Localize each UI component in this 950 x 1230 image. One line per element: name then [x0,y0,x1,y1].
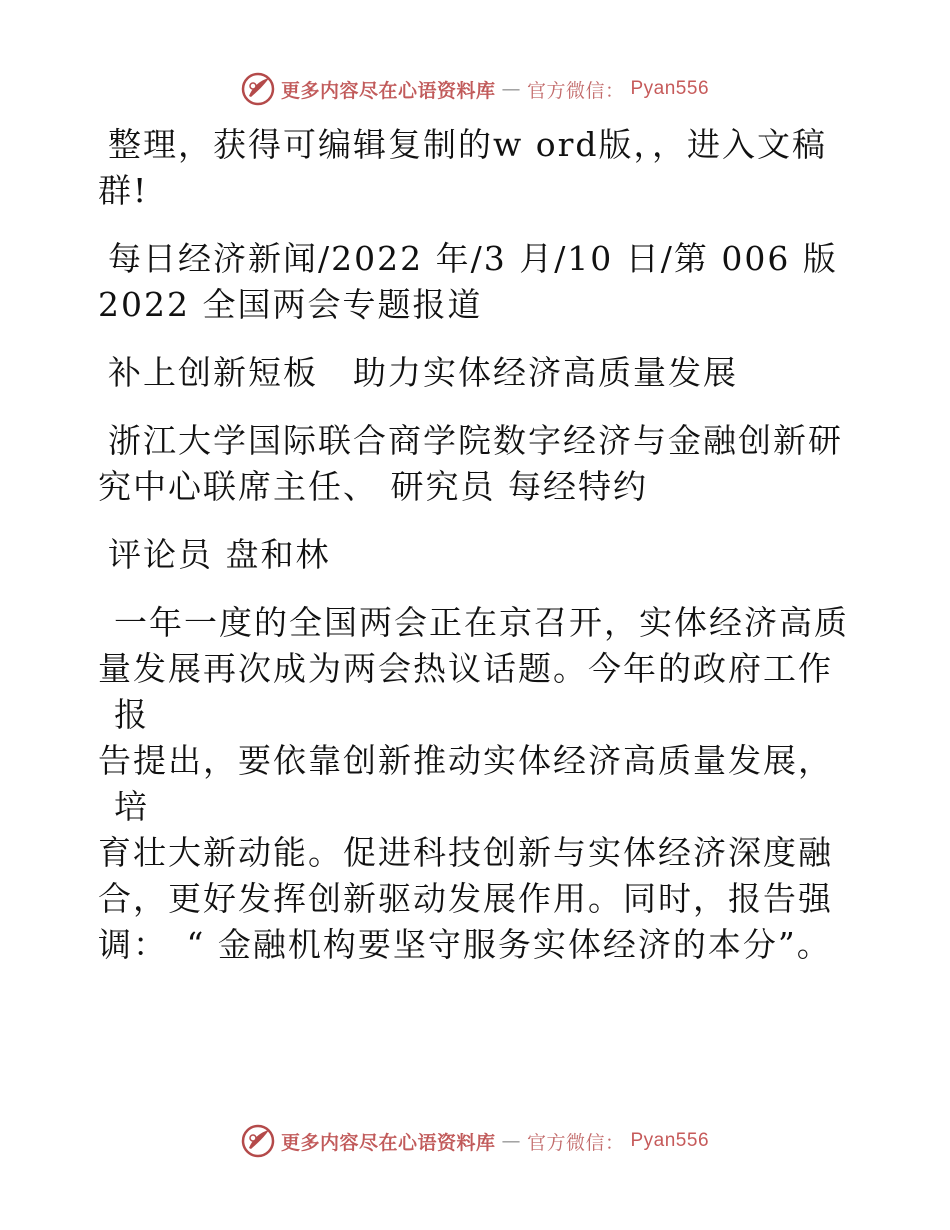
text-line: 量发展再次成为两会热议话题。今年的政府工作报 [98,649,833,734]
text-line: 告提出，要依靠创新推动实体经济高质量发展，培 [98,741,833,826]
text-line: 每日经济新闻/2022 年/3 月/10 日/第 006 版 [108,239,838,278]
watermark-account-id: Pyan556 [630,1130,710,1151]
text-line: 补上创新短板 助力实体经济高质量发展 [108,353,738,392]
text-line: 整理，获得可编辑复制的w ord版，，进入文稿 [108,125,828,164]
paragraph-body [98,600,858,968]
text-line: 评论员 盘和林 [108,535,331,574]
quill-logo-icon [241,72,275,106]
watermark-dash: — [501,78,521,100]
watermark-account-label: 官方微信： [526,79,625,102]
watermark-main-text: 更多内容尽在心语资料库 [280,79,496,102]
text-line: 育壮大新动能。促进科技创新与实体经济深度融 [98,833,833,872]
header-watermark [0,72,950,106]
footer-watermark [0,1124,950,1158]
text-line: 2022 全国两会专题报道 [98,285,483,324]
text-line: 一年一度的全国两会正在京召开，实体经济高质 [114,603,849,642]
paragraph-intro [98,122,858,214]
text-line: 浙江大学国际联合商学院数字经济与金融创新研 [108,421,843,460]
quill-logo-icon [241,1124,275,1158]
text-line: 群! [98,171,149,210]
paragraph-source [98,236,858,328]
text-line: 究中心联席主任、 研究员 每经特约 [98,467,648,506]
watermark-dash: — [501,1130,521,1152]
watermark-main-text: 更多内容尽在心语资料库 [280,1131,496,1154]
document-body [98,122,858,990]
watermark-account-label: 官方微信： [526,1131,625,1154]
paragraph-author-affiliation [98,418,858,510]
paragraph-author-name [98,532,858,578]
text-line: 合，更好发挥创新驱动发展作用。同时，报告强 [98,879,833,918]
text-line: 调： “ 金融机构要坚守服务实体经济的本分”。 [98,925,832,964]
watermark-account-id: Pyan556 [630,78,710,99]
article-title [98,350,858,396]
